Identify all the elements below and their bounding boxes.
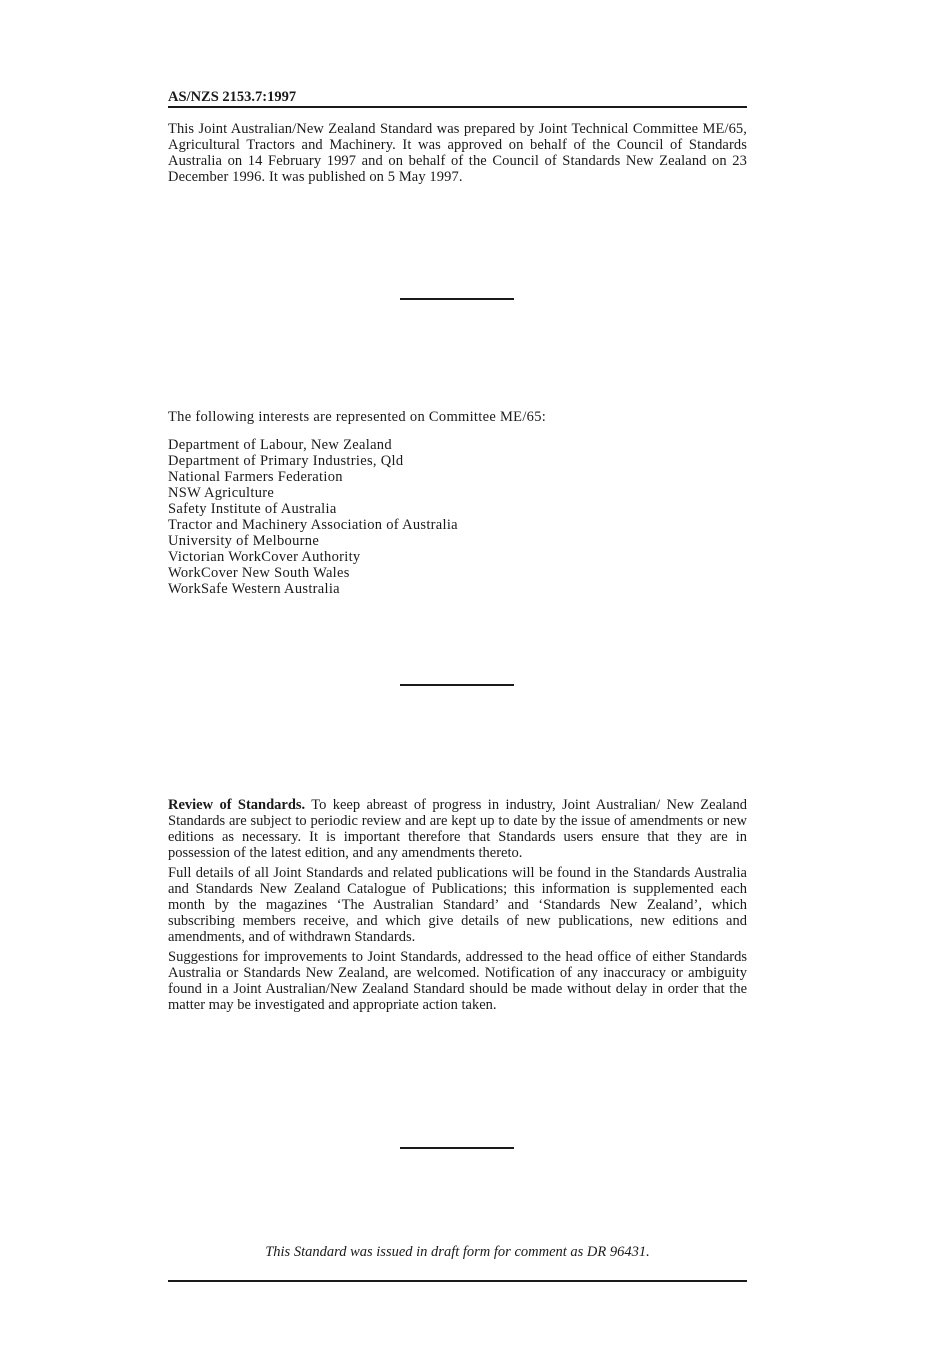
- list-item: WorkSafe Western Australia: [168, 581, 340, 597]
- list-item: NSW Agriculture: [168, 485, 275, 501]
- list-item: University of Melbourne: [168, 533, 320, 549]
- list-item: Victorian WorkCover Authority: [168, 549, 361, 565]
- document-page: [168, 0, 747, 1345]
- list-item: Safety Institute of Australia: [168, 501, 337, 517]
- list-item: WorkCover New South Wales: [168, 565, 350, 581]
- header-rule: [168, 106, 747, 108]
- footer-rule: [168, 1280, 747, 1282]
- list-item: Department of Labour, New Zealand: [168, 437, 392, 453]
- interests-list: [168, 437, 458, 597]
- section-divider: [400, 298, 514, 300]
- list-item: National Farmers Federation: [168, 469, 343, 485]
- review-paragraph-1: [168, 797, 747, 861]
- section-divider: [400, 1147, 514, 1149]
- list-item: Tractor and Machinery Association of Australia: [168, 517, 458, 533]
- list-item: Department of Primary Industries, Qld: [168, 453, 404, 469]
- review-section: [168, 797, 747, 1017]
- draft-note: This Standard was issued in draft form for comment as DR 96431.: [265, 1244, 650, 1260]
- interests-heading: The following interests are represented on Committee ME/65:: [168, 409, 547, 425]
- review-paragraph-3: Suggestions for improvements to Joint Standards, addressed to the head office of either Standards Australia or Standards New Zealand, are welcomed. Notification of any inaccuracy or ambiguity found in a Joint Australian/New Zealand Standard should be made without delay in order that the matter may be investigated and appropriate action taken.: [168, 949, 747, 1013]
- section-divider: [400, 684, 514, 686]
- review-lead: Review of Standards.: [168, 797, 306, 813]
- review-paragraph-2: Full details of all Joint Standards and related publications will be found in the Standards Australia and Standards New Zealand Catalogue of Publications; this information is supplemented each month by the magazines ‘The Australian Standard’ and ‘Standards New Zealand’, which subscribing members receive, and which give details of new publications, new editions and amendments, and of withdrawn Standards.: [168, 865, 747, 945]
- review-paragraph-1-text: To keep abreast of progress in industry, Joint Australian/ New Zealand Standards are subject to periodic review and are kept up to date by the issue of amendments or new editions as necessary. It is important therefore that Standards users ensure that they are in possession of the latest edition, and any amendments thereto.: [168, 797, 747, 861]
- intro-paragraph: This Joint Australian/New Zealand Standard was prepared by Joint Technical Committee ME/65, Agricultural Tractors and Machinery. It was approved on behalf of the Council of Standards Australia on 14 February 1997 and on behalf of the Council of Standards New Zealand on 23 December 1996. It was published on 5 May 1997.: [168, 121, 747, 185]
- document-id: AS/NZS 2153.7:1997: [168, 89, 297, 105]
